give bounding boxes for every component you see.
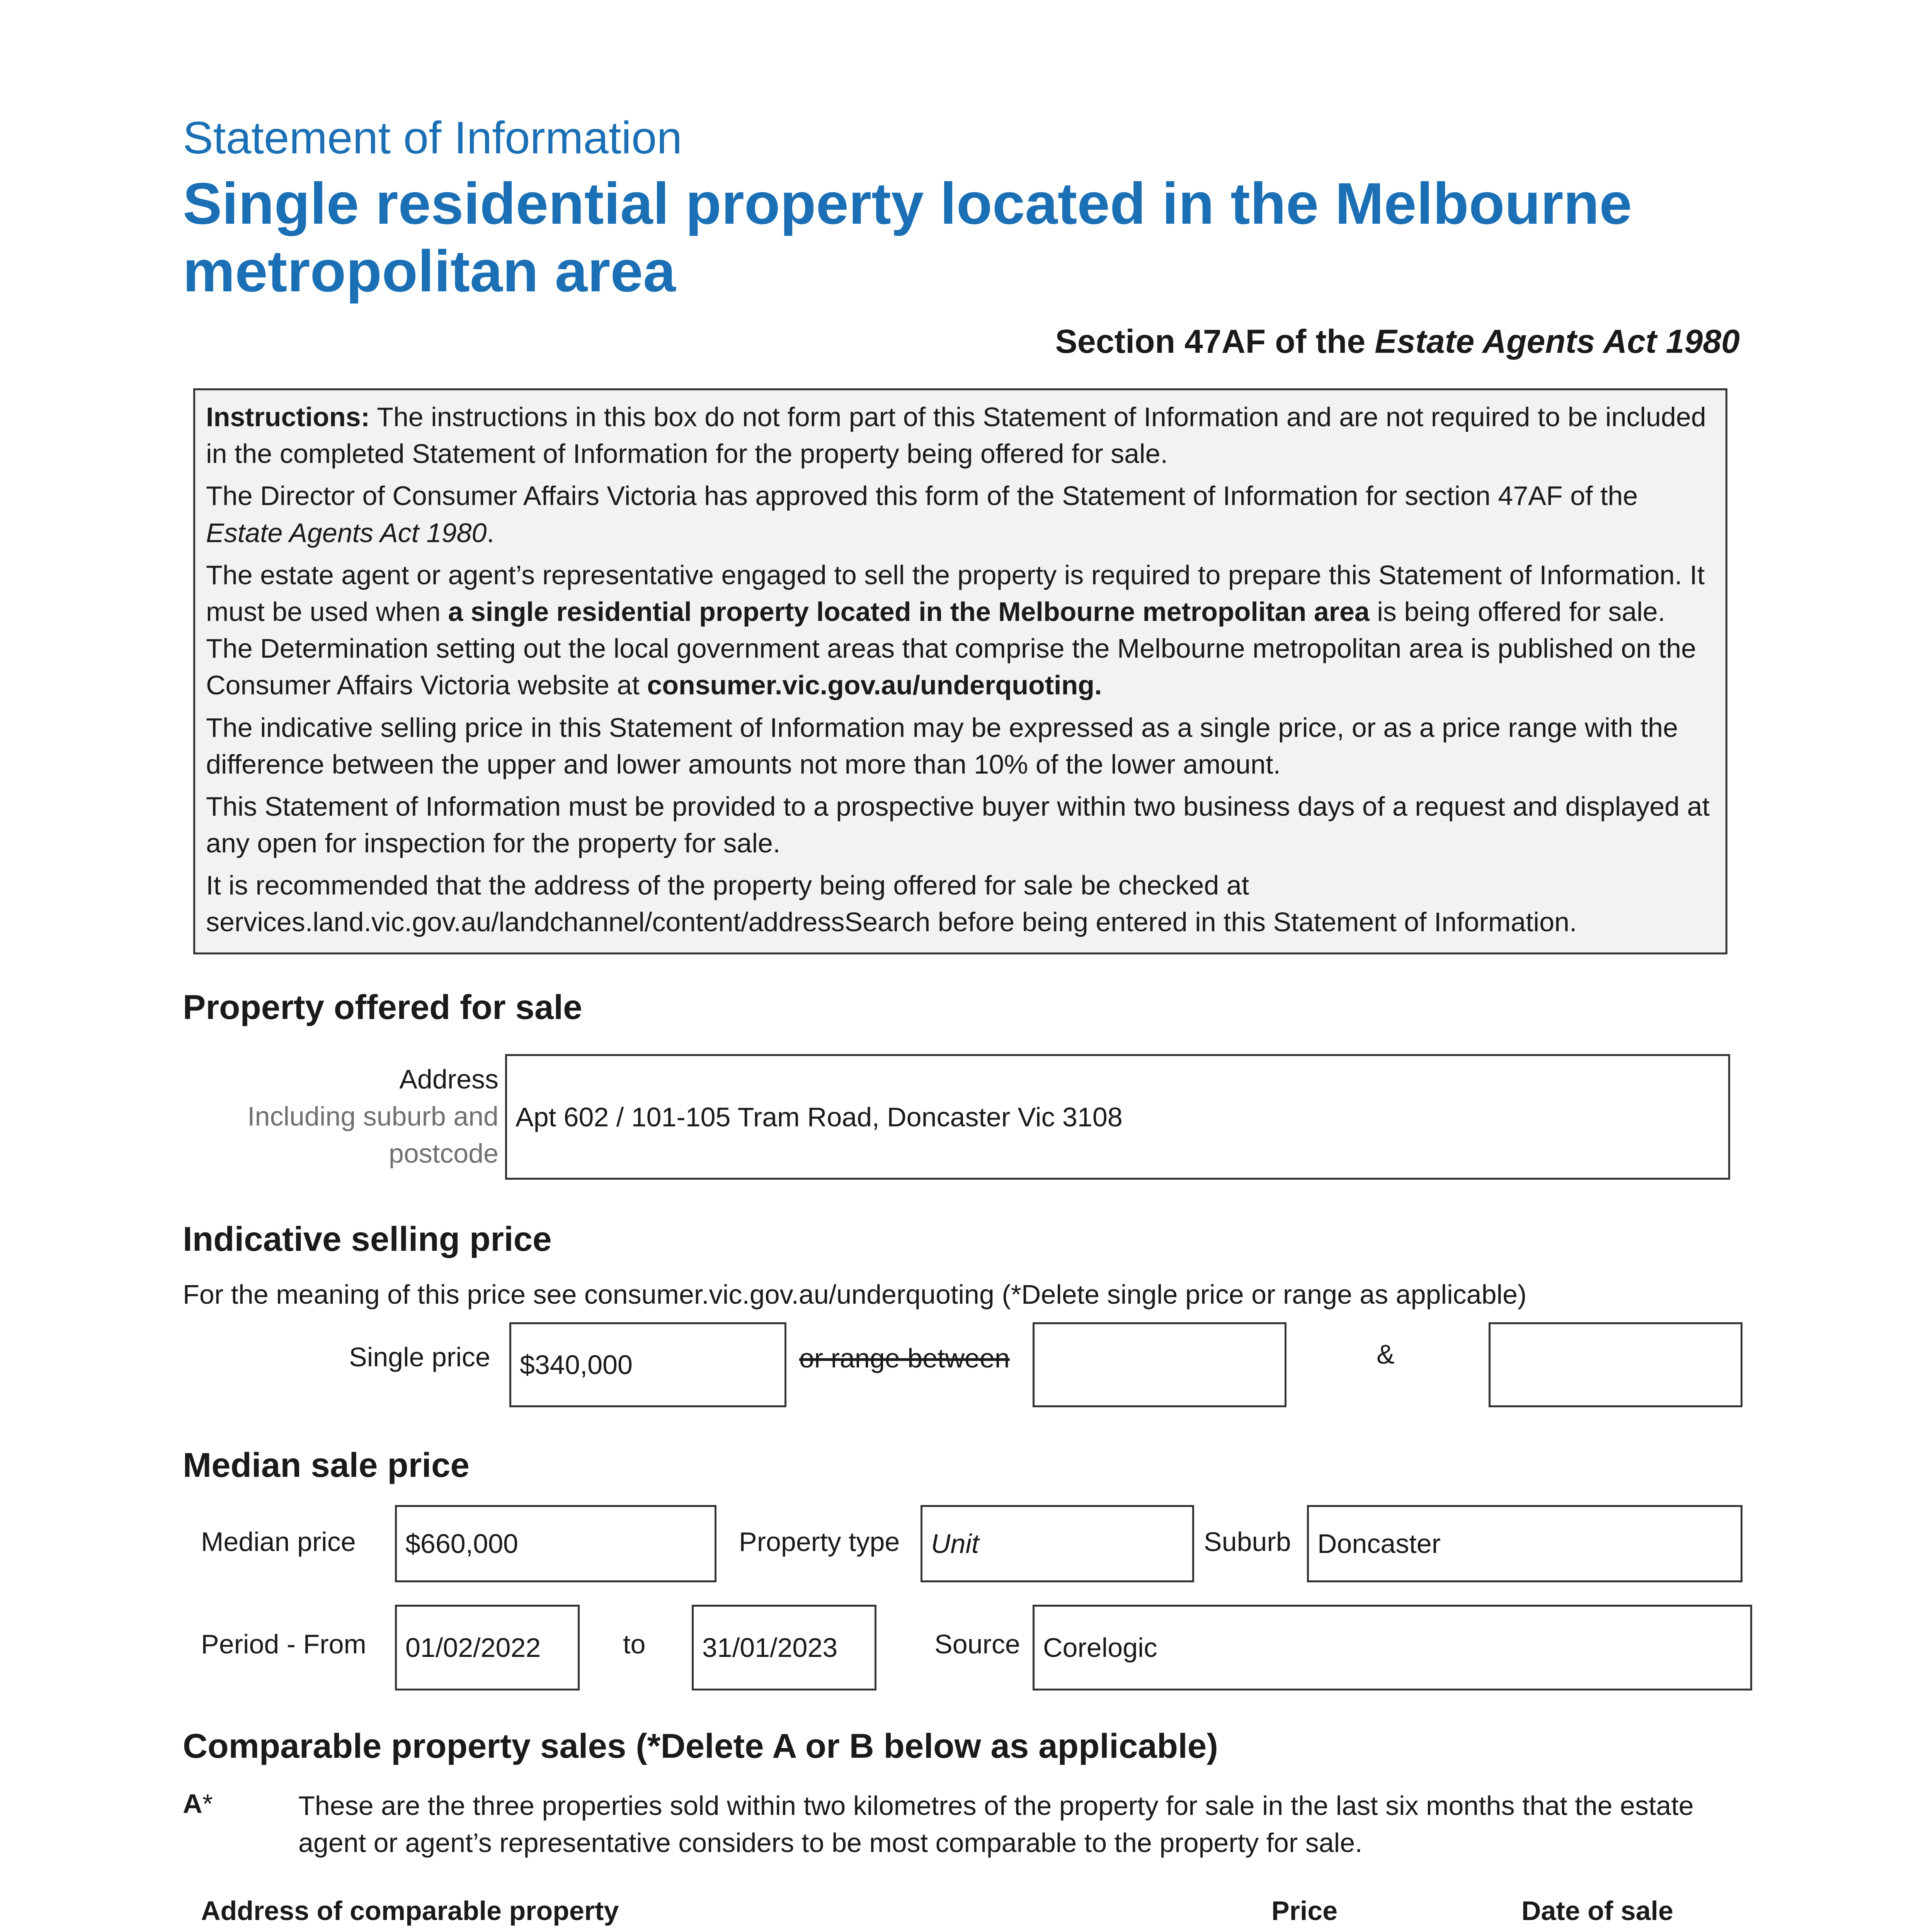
suburb-field[interactable]: Doncaster — [1307, 1505, 1742, 1582]
instructions-para-2 — [206, 478, 1712, 551]
instructions-label: Instructions: — [206, 402, 370, 432]
period-to-label: to — [623, 1629, 646, 1659]
section-reference — [1055, 323, 1740, 361]
median-price-field[interactable]: $660,000 — [395, 1505, 716, 1582]
range-label: or range between — [799, 1343, 1010, 1373]
instructions-para-1 — [206, 399, 1712, 472]
median-heading: Median sale price — [183, 1446, 470, 1484]
instructions-box — [193, 388, 1727, 954]
address-label-group — [193, 1061, 499, 1172]
instructions-para-6: It is recommended that the address of the property being offered for sale be checked at services.land.vic.gov.au/landchannel/content/addressSearch before being entered in this Statement of Information. — [206, 870, 1577, 937]
section-act: Estate Agents Act 1980 — [1375, 323, 1740, 360]
col-header-address: Address of comparable property — [201, 1896, 619, 1926]
instructions-para-3 — [206, 557, 1712, 704]
option-a-marker — [183, 1788, 213, 1819]
col-header-price: Price — [1271, 1896, 1338, 1926]
period-to-field[interactable]: 31/01/2023 — [692, 1605, 876, 1690]
instructions-bold-3: a single residential property located in the Melbourne metropolitan area — [448, 596, 1370, 627]
instructions-text-2a: The Director of Consumer Affairs Victoria has approved this form of the Statement of Information for section 47AF of the — [206, 481, 1638, 511]
period-from-label: Period - From — [201, 1629, 366, 1659]
address-field[interactable]: Apt 602 / 101-105 Tram Road, Doncaster Vic 3108 — [505, 1054, 1730, 1180]
address-hint-2: postcode — [388, 1138, 499, 1168]
address-hint-1: Including suburb and — [247, 1101, 499, 1131]
instructions-para-4: The indicative selling price in this Statement of Information may be expressed as a single price, or as a price range with the difference between the upper and lower amounts not more than 10% of the lower amount. — [206, 712, 1678, 779]
instructions-text-3b: is being offered for sale. The Determination setting out the local government areas that comprise the Melbourne metropolitan area is published on the Consumer Affairs Victoria website at — [206, 596, 1696, 701]
range-from-field[interactable] — [1033, 1322, 1286, 1407]
comparables-heading: Comparable property sales (*Delete A or B below as applicable) — [183, 1726, 1218, 1765]
single-price-field[interactable]: $340,000 — [509, 1322, 786, 1407]
price-heading: Indicative selling price — [183, 1219, 552, 1258]
instructions-text-2b: . — [487, 517, 494, 548]
property-type-field[interactable]: Unit — [921, 1505, 1194, 1582]
instructions-para-5: This Statement of Information must be provided to a prospective buyer within two business days of a request and displayed at any open for inspection for the property for sale. — [206, 791, 1710, 859]
range-ampersand: & — [1377, 1339, 1395, 1369]
period-from-field[interactable]: 01/02/2022 — [395, 1605, 580, 1690]
instructions-text-3a: The estate agent or agent’s representative engaged to sell the property is required to prepare this Statement of Information. It must be used when — [206, 560, 1705, 627]
source-field[interactable]: Corelogic — [1033, 1605, 1752, 1690]
source-label: Source — [934, 1629, 1020, 1659]
price-note: For the meaning of this price see consumer.vic.gov.au/underquoting (*Delete single price or range as applicable) — [183, 1279, 1527, 1310]
option-a-text: These are the three properties sold within two kilometres of the property for sale in the last six months that the estate agent or agent’s representative considers to be most comparable to the property for sale. — [298, 1791, 1694, 1858]
option-a-letter: A — [183, 1789, 202, 1819]
underquoting-link[interactable]: consumer.vic.gov.au/underquoting. — [647, 670, 1102, 701]
single-price-label: Single price — [349, 1342, 490, 1372]
property-heading: Property offered for sale — [183, 988, 582, 1026]
range-to-field[interactable] — [1489, 1322, 1742, 1407]
section-prefix: Section 47AF of the — [1055, 323, 1375, 360]
instructions-act: Estate Agents Act 1980 — [206, 517, 487, 548]
property-type-label: Property type — [739, 1527, 900, 1557]
option-a-star: * — [202, 1789, 213, 1819]
document-kicker: Statement of Information — [183, 112, 682, 163]
instructions-text-1: The instructions in this box do not form part of this Statement of Information and are not required to be included in the completed Statement of Information for the property being offered for sale. — [206, 402, 1706, 469]
suburb-label: Suburb — [1204, 1527, 1291, 1557]
median-price-label: Median price — [201, 1527, 356, 1557]
col-header-date: Date of sale — [1521, 1896, 1673, 1926]
address-label: Address — [399, 1064, 499, 1094]
document-title: Single residential property located in the Melbourne metropolitan area — [183, 171, 1632, 304]
